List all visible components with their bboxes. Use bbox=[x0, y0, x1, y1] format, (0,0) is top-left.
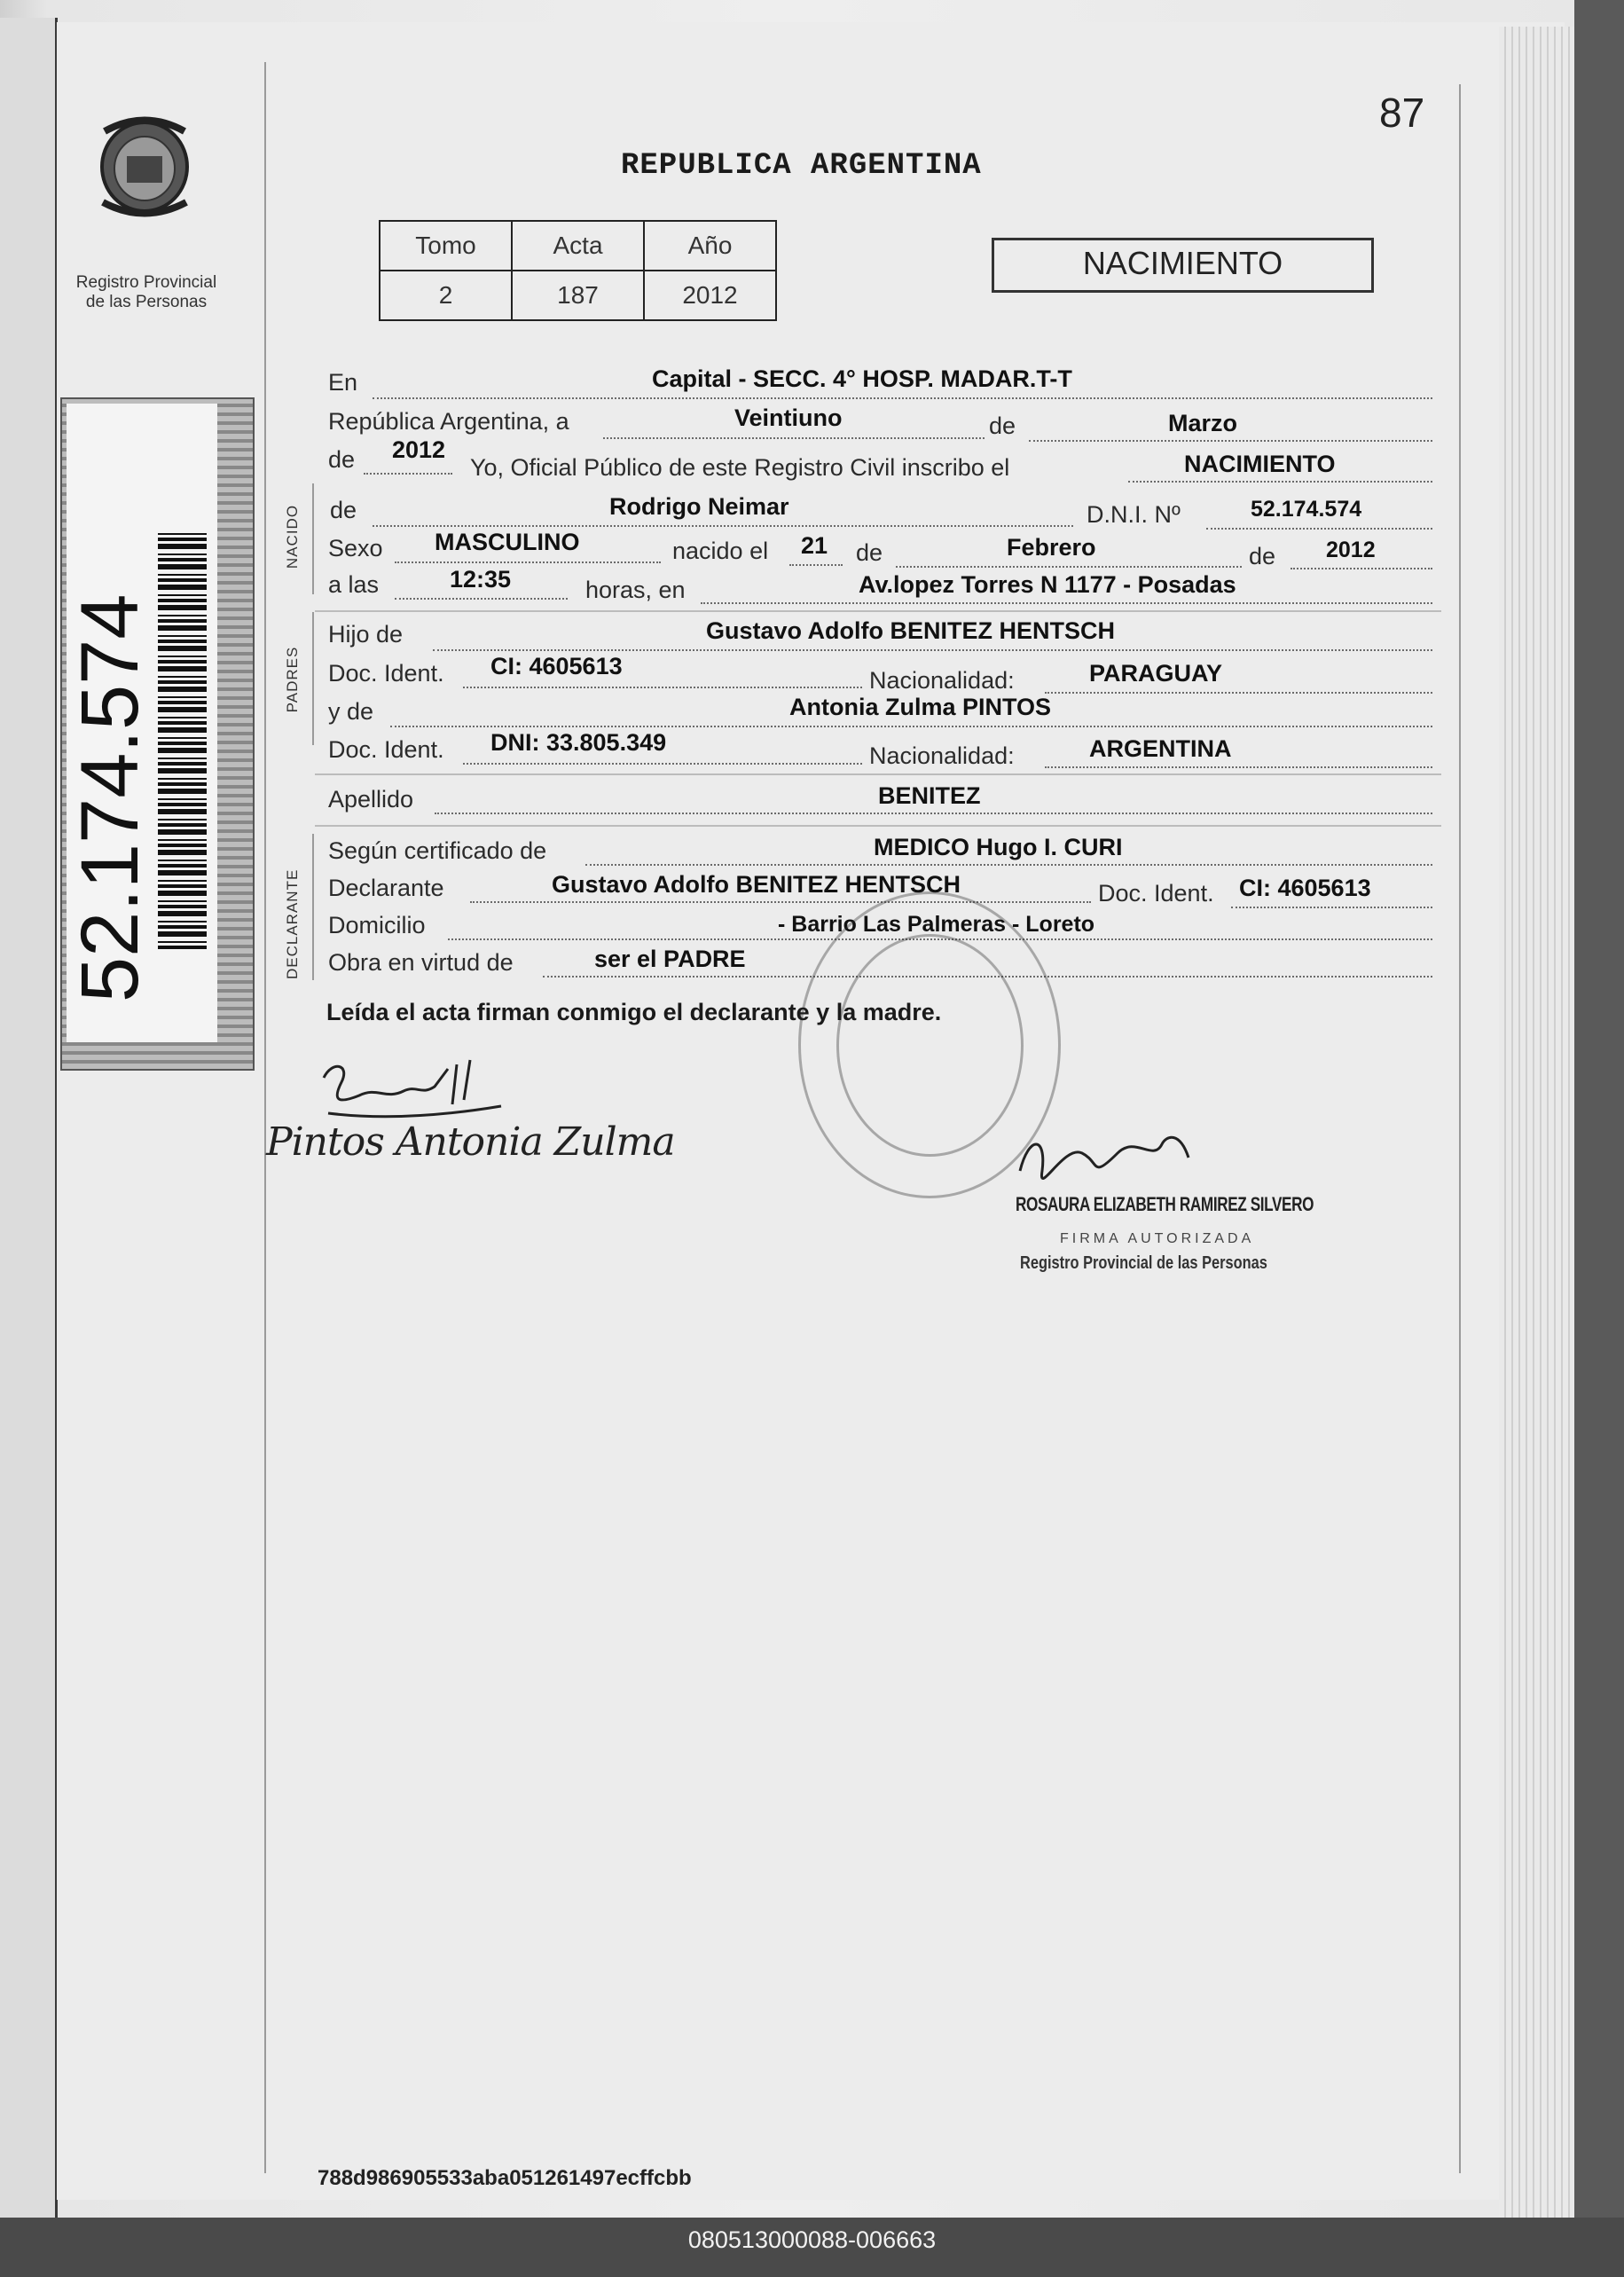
declarante-bracket bbox=[312, 834, 314, 980]
nac-anio-line bbox=[1291, 568, 1432, 569]
nacido-bracket bbox=[312, 483, 314, 594]
nombre-value: Rodrigo Neimar bbox=[609, 493, 789, 520]
madre-value: Antonia Zulma PINTOS bbox=[789, 694, 1052, 720]
padre-line bbox=[433, 649, 1432, 651]
apellido-line bbox=[435, 813, 1432, 814]
padre-nac-label: Nacionalidad: bbox=[869, 667, 1015, 694]
mes-de-label: de bbox=[989, 412, 1016, 439]
official-role: FIRMA AUTORIZADA bbox=[1060, 1231, 1255, 1246]
anio-line bbox=[364, 473, 452, 475]
side-label-nacido: NACIDO bbox=[284, 504, 301, 569]
logo-caption-line2: de las Personas bbox=[85, 293, 208, 311]
header-tomo: Tomo bbox=[380, 221, 512, 271]
record-type-box: NACIMIENTO bbox=[992, 238, 1374, 293]
obra-value: ser el PADRE bbox=[594, 946, 746, 972]
nombre-line bbox=[373, 525, 1073, 527]
nombre-de-label: de bbox=[330, 497, 357, 523]
declarante-label: Declarante bbox=[328, 875, 444, 901]
header-acta: Acta bbox=[512, 221, 644, 271]
decl-doc-value: CI: 4605613 bbox=[1239, 875, 1371, 901]
dni-label: D.N.I. Nº bbox=[1087, 501, 1181, 528]
nac-mes-value: Febrero bbox=[1007, 534, 1096, 561]
nac-de-label: de bbox=[856, 539, 883, 566]
logo-caption bbox=[62, 273, 231, 312]
madre-nac-label: Nacionalidad: bbox=[869, 742, 1015, 769]
domicilio-value: - Barrio Las Palmeras - Loreto bbox=[778, 912, 1095, 937]
madre-doc-line bbox=[463, 763, 862, 765]
nac-de2-label: de bbox=[1249, 543, 1276, 569]
mother-signature: Pintos Antonia Zulma bbox=[266, 1119, 675, 1165]
padre-doc-label: Doc. Ident. bbox=[328, 660, 444, 687]
barcode-bars bbox=[158, 532, 207, 949]
madre-doc-value: DNI: 33.805.349 bbox=[490, 729, 667, 756]
obra-label: Obra en virtud de bbox=[328, 949, 514, 976]
en-line bbox=[373, 397, 1432, 399]
value-tomo: 2 bbox=[380, 271, 512, 320]
padre-doc-value: CI: 4605613 bbox=[490, 653, 623, 679]
official-stamp-inner bbox=[836, 934, 1024, 1157]
oficial-text: Yo, Oficial Público de este Registro Civil inscribo el bbox=[470, 454, 1010, 481]
barcode-number: 52.174.574 bbox=[65, 593, 155, 1002]
a-las-label: a las bbox=[328, 571, 380, 598]
header-anio: Año bbox=[644, 221, 776, 271]
binding-strip bbox=[0, 18, 58, 2218]
section-divider-3 bbox=[315, 825, 1441, 827]
anio-de-label: de bbox=[328, 446, 356, 473]
anio-value: 2012 bbox=[392, 436, 446, 463]
nac-dia-value: 21 bbox=[801, 532, 828, 559]
sexo-line bbox=[395, 561, 661, 563]
certificado-value: MEDICO Hugo I. CURI bbox=[874, 834, 1123, 860]
decl-doc-line bbox=[1231, 907, 1432, 908]
madre-doc-label: Doc. Ident. bbox=[328, 736, 444, 763]
apellido-label: Apellido bbox=[328, 786, 414, 813]
closing-text: Leída el acta firman conmigo el declarante y la madre. bbox=[326, 999, 942, 1025]
section-divider-2 bbox=[315, 773, 1441, 775]
en-label: En bbox=[328, 369, 358, 396]
madre-line bbox=[390, 726, 1432, 727]
page-number: 87 bbox=[1379, 90, 1425, 136]
dni-line bbox=[1206, 528, 1432, 530]
horas-en-label: horas, en bbox=[585, 577, 686, 603]
inscribo-value: NACIMIENTO bbox=[1184, 451, 1336, 477]
declarante-value: Gustavo Adolfo BENITEZ HENTSCH bbox=[552, 871, 961, 898]
domicilio-label: Domicilio bbox=[328, 912, 426, 938]
right-margin-rule bbox=[1459, 84, 1461, 2173]
official-name: ROSAURA ELIZABETH RAMIREZ SILVERO bbox=[1016, 1193, 1314, 1215]
sexo-label: Sexo bbox=[328, 535, 383, 561]
certificado-label: Según certificado de bbox=[328, 837, 547, 864]
nac-mes-line bbox=[896, 566, 1242, 568]
hijo-de-label: Hijo de bbox=[328, 621, 404, 648]
republica-label: República Argentina, a bbox=[328, 408, 569, 435]
document-title: REPUBLICA ARGENTINA bbox=[621, 149, 982, 183]
inscribo-line bbox=[1128, 481, 1432, 483]
left-margin-rule bbox=[264, 62, 266, 2173]
padre-value: Gustavo Adolfo BENITEZ HENTSCH bbox=[706, 617, 1116, 644]
page-edges bbox=[1499, 27, 1574, 2218]
hora-value: 12:35 bbox=[450, 566, 512, 593]
nacido-el-label: nacido el bbox=[672, 538, 769, 564]
y-de-label: y de bbox=[328, 698, 374, 725]
value-anio: 2012 bbox=[644, 271, 776, 320]
side-label-padres: PADRES bbox=[284, 646, 301, 713]
document-hash: 788d986905533aba051261497ecffcbb bbox=[318, 2166, 692, 2190]
madre-nac-line bbox=[1045, 766, 1432, 768]
hora-line bbox=[395, 598, 568, 600]
reference-table bbox=[379, 220, 777, 321]
dia-value: Veintiuno bbox=[734, 404, 843, 431]
mes-value: Marzo bbox=[1168, 410, 1238, 436]
province-logo bbox=[78, 114, 211, 273]
footer-id: 080513000088-006663 bbox=[687, 2226, 937, 2253]
lugar-value: Av.lopez Torres N 1177 - Posadas bbox=[859, 571, 1236, 598]
certificado-line bbox=[585, 864, 1432, 866]
madre-nac-value: ARGENTINA bbox=[1089, 735, 1232, 762]
en-value: Capital - SECC. 4° HOSP. MADAR.T-T bbox=[652, 365, 1072, 392]
padre-nac-value: PARAGUAY bbox=[1089, 660, 1223, 687]
declarante-line bbox=[470, 901, 1091, 903]
value-acta: 187 bbox=[512, 271, 644, 320]
section-divider-1 bbox=[315, 610, 1441, 612]
nac-anio-value: 2012 bbox=[1326, 538, 1376, 562]
mes-line bbox=[1029, 440, 1432, 442]
side-label-declarante: DECLARANTE bbox=[284, 868, 301, 979]
nac-dia-line bbox=[789, 564, 843, 566]
padres-bracket bbox=[312, 612, 314, 745]
padre-doc-line bbox=[463, 687, 862, 688]
logo-caption-line1: Registro Provincial bbox=[75, 273, 217, 292]
dia-line bbox=[603, 437, 985, 439]
apellido-value: BENITEZ bbox=[878, 782, 981, 809]
official-org: Registro Provincial de las Personas bbox=[1020, 1253, 1267, 1273]
dni-value: 52.174.574 bbox=[1251, 497, 1362, 522]
decl-doc-label: Doc. Ident. bbox=[1098, 880, 1214, 907]
lugar-line bbox=[701, 602, 1432, 604]
sexo-value: MASCULINO bbox=[435, 529, 580, 555]
padre-nac-line bbox=[1045, 692, 1432, 694]
